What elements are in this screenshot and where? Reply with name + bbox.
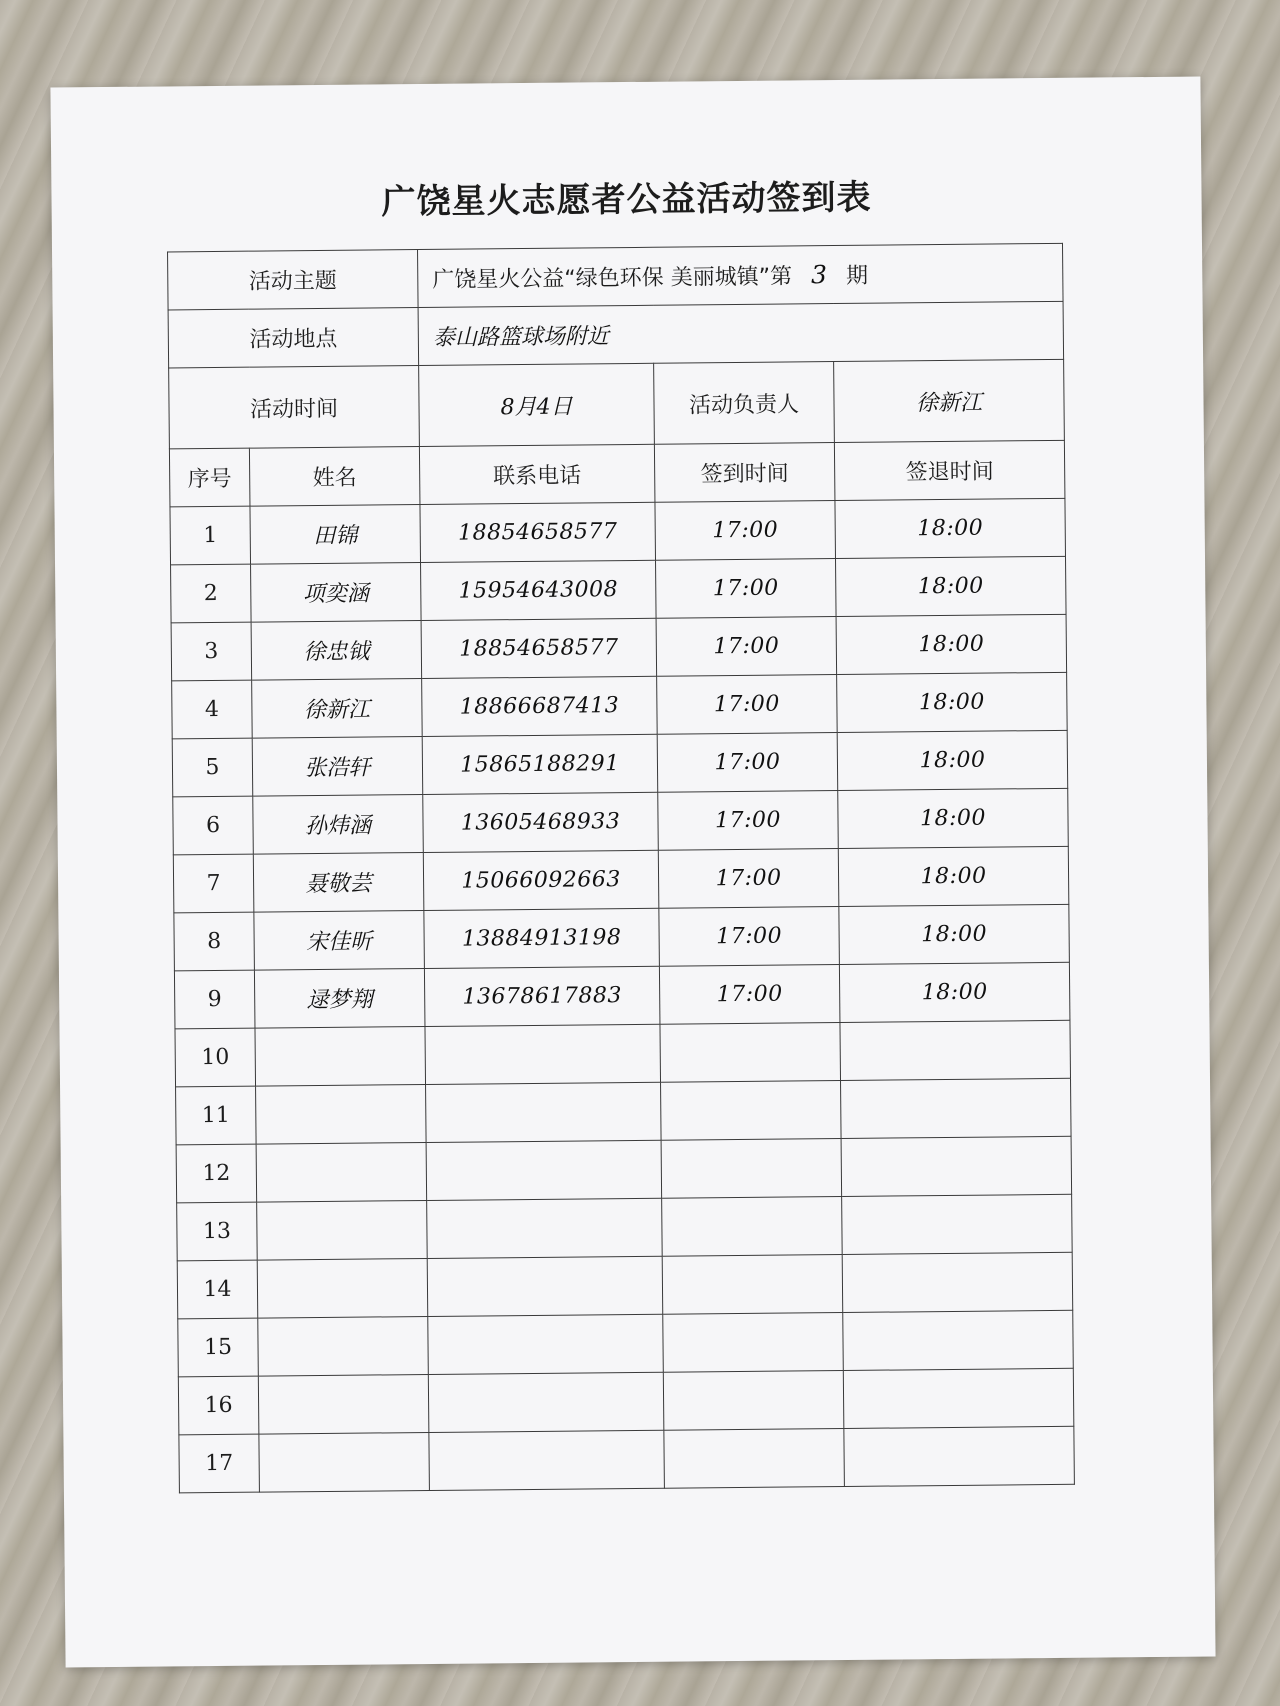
sign-out-time xyxy=(842,1252,1073,1312)
table-row xyxy=(177,1194,1073,1261)
table-row xyxy=(177,1252,1073,1319)
sign-in-time xyxy=(663,1313,844,1373)
theme-issue: 3 xyxy=(810,260,828,290)
time-label: 活动时间 xyxy=(169,366,420,449)
row-number: 14 xyxy=(177,1260,258,1319)
time-row xyxy=(169,359,1065,449)
sign-in-time: 17:00 xyxy=(657,733,838,793)
sign-in-sheet-paper xyxy=(50,77,1215,1668)
table-row xyxy=(172,730,1068,797)
table-row xyxy=(178,1310,1074,1377)
table-row xyxy=(171,556,1067,623)
col-header-signin: 签到时间 xyxy=(654,443,835,503)
volunteer-name xyxy=(256,1142,427,1202)
leader-label: 活动负责人 xyxy=(654,362,835,445)
table-row xyxy=(170,498,1066,565)
time-value: 8月4日 xyxy=(419,363,655,446)
table-row xyxy=(173,788,1069,855)
sign-out-time: 18:00 xyxy=(837,730,1068,790)
contact-phone: 18854658577 xyxy=(421,618,657,678)
contact-phone: 13884913198 xyxy=(424,908,660,968)
theme-suffix: 期 xyxy=(845,263,869,289)
theme-text: 广饶星火公益“绿色环保 美丽城镇”第 xyxy=(432,264,793,293)
theme-label: 活动主题 xyxy=(168,250,419,310)
contact-phone xyxy=(428,1372,664,1432)
sign-in-time xyxy=(660,1023,841,1083)
volunteer-name: 张浩轩 xyxy=(252,737,423,797)
sign-in-time: 17:00 xyxy=(659,907,840,967)
row-number: 5 xyxy=(172,738,253,797)
sign-out-time xyxy=(841,1136,1072,1196)
table-row xyxy=(174,904,1070,971)
sign-in-time xyxy=(661,1139,842,1199)
sign-in-time xyxy=(662,1255,843,1315)
volunteer-name xyxy=(258,1374,429,1434)
location-value: 泰山路篮球场附近 xyxy=(418,301,1064,365)
contact-phone: 15954643008 xyxy=(421,560,657,620)
table-row xyxy=(179,1426,1075,1493)
sign-in-time: 17:00 xyxy=(657,675,838,735)
sign-out-time: 18:00 xyxy=(836,556,1067,616)
row-number: 7 xyxy=(173,854,254,913)
table-row xyxy=(178,1368,1074,1435)
table-row xyxy=(176,1136,1072,1203)
contact-phone xyxy=(426,1140,662,1200)
sign-out-time xyxy=(842,1194,1073,1254)
location-row xyxy=(168,301,1064,368)
contact-phone xyxy=(428,1314,664,1374)
contact-phone: 18866687413 xyxy=(422,676,658,736)
row-number: 4 xyxy=(172,680,253,739)
contact-phone xyxy=(425,1024,661,1084)
sign-in-time: 17:00 xyxy=(655,501,836,561)
row-number: 13 xyxy=(177,1202,258,1261)
col-header-signout: 签退时间 xyxy=(834,440,1065,500)
sign-out-time: 18:00 xyxy=(835,498,1066,558)
volunteer-name xyxy=(257,1200,428,1260)
row-number: 8 xyxy=(174,912,255,971)
volunteer-name xyxy=(255,1027,426,1087)
sign-out-time xyxy=(840,1020,1071,1080)
contact-phone xyxy=(429,1430,665,1490)
sign-out-time xyxy=(843,1368,1074,1428)
sign-in-time: 17:00 xyxy=(656,617,837,677)
table-row xyxy=(171,614,1067,681)
row-number: 1 xyxy=(170,506,251,565)
sign-out-time: 18:00 xyxy=(839,904,1070,964)
contact-phone: 18854658577 xyxy=(420,502,656,562)
sign-in-time: 17:00 xyxy=(658,791,839,851)
sign-in-time: 17:00 xyxy=(656,559,837,619)
volunteer-name xyxy=(256,1085,427,1145)
sign-in-time: 17:00 xyxy=(659,965,840,1025)
row-number: 11 xyxy=(176,1086,257,1145)
theme-value xyxy=(418,243,1064,307)
row-number: 3 xyxy=(171,622,252,681)
column-header-row xyxy=(169,440,1065,507)
volunteer-name: 聂敬芸 xyxy=(253,853,424,913)
contact-phone: 13678617883 xyxy=(424,966,660,1026)
contact-phone xyxy=(427,1198,663,1258)
contact-phone: 13605468933 xyxy=(423,792,659,852)
volunteer-name xyxy=(257,1258,428,1318)
location-label: 活动地点 xyxy=(168,308,419,368)
row-number: 12 xyxy=(176,1144,257,1203)
leader-value: 徐新江 xyxy=(834,359,1065,442)
sign-in-time xyxy=(664,1429,845,1489)
contact-phone xyxy=(426,1082,662,1142)
sign-out-time: 18:00 xyxy=(839,962,1070,1022)
sign-in-time xyxy=(662,1197,843,1257)
sign-in-time xyxy=(661,1081,842,1141)
table-row xyxy=(172,672,1068,739)
theme-row xyxy=(168,243,1064,310)
sign-out-time: 18:00 xyxy=(837,672,1068,732)
volunteer-name: 孙炜涵 xyxy=(253,795,424,855)
table-row xyxy=(173,846,1069,913)
sign-out-time: 18:00 xyxy=(836,614,1067,674)
row-number: 17 xyxy=(179,1434,260,1493)
sign-in-time: 17:00 xyxy=(658,849,839,909)
sign-out-time: 18:00 xyxy=(838,846,1069,906)
table-row xyxy=(174,962,1070,1029)
sign-out-time xyxy=(841,1078,1072,1138)
sign-out-time xyxy=(844,1426,1075,1486)
row-number: 6 xyxy=(173,796,254,855)
row-number: 15 xyxy=(178,1318,259,1377)
contact-phone: 15865188291 xyxy=(422,734,658,794)
sign-out-time xyxy=(843,1310,1074,1370)
row-number: 16 xyxy=(178,1376,259,1435)
col-header-name: 姓名 xyxy=(249,447,420,507)
contact-phone: 15066092663 xyxy=(423,850,659,910)
volunteer-name: 逯梦翔 xyxy=(254,969,425,1029)
row-number: 10 xyxy=(175,1028,256,1087)
volunteer-name: 宋佳昕 xyxy=(254,911,425,971)
volunteer-name: 徐忠钺 xyxy=(251,621,422,681)
volunteer-name: 田锦 xyxy=(250,505,421,565)
col-header-phone: 联系电话 xyxy=(419,444,655,504)
sign-out-time: 18:00 xyxy=(838,788,1069,848)
volunteer-name: 徐新江 xyxy=(252,679,423,739)
volunteer-name xyxy=(258,1316,429,1376)
volunteer-name: 项奕涵 xyxy=(251,563,422,623)
sign-in-time xyxy=(663,1371,844,1431)
table-row xyxy=(175,1020,1071,1087)
contact-phone xyxy=(427,1256,663,1316)
row-number: 2 xyxy=(171,564,252,623)
sheet-title: 广饶星火志愿者公益活动签到表 xyxy=(381,177,872,223)
col-header-no: 序号 xyxy=(169,448,250,507)
row-number: 9 xyxy=(174,970,255,1029)
table-row xyxy=(176,1078,1072,1145)
sign-in-table xyxy=(167,243,1075,1494)
volunteer-name xyxy=(259,1432,430,1492)
